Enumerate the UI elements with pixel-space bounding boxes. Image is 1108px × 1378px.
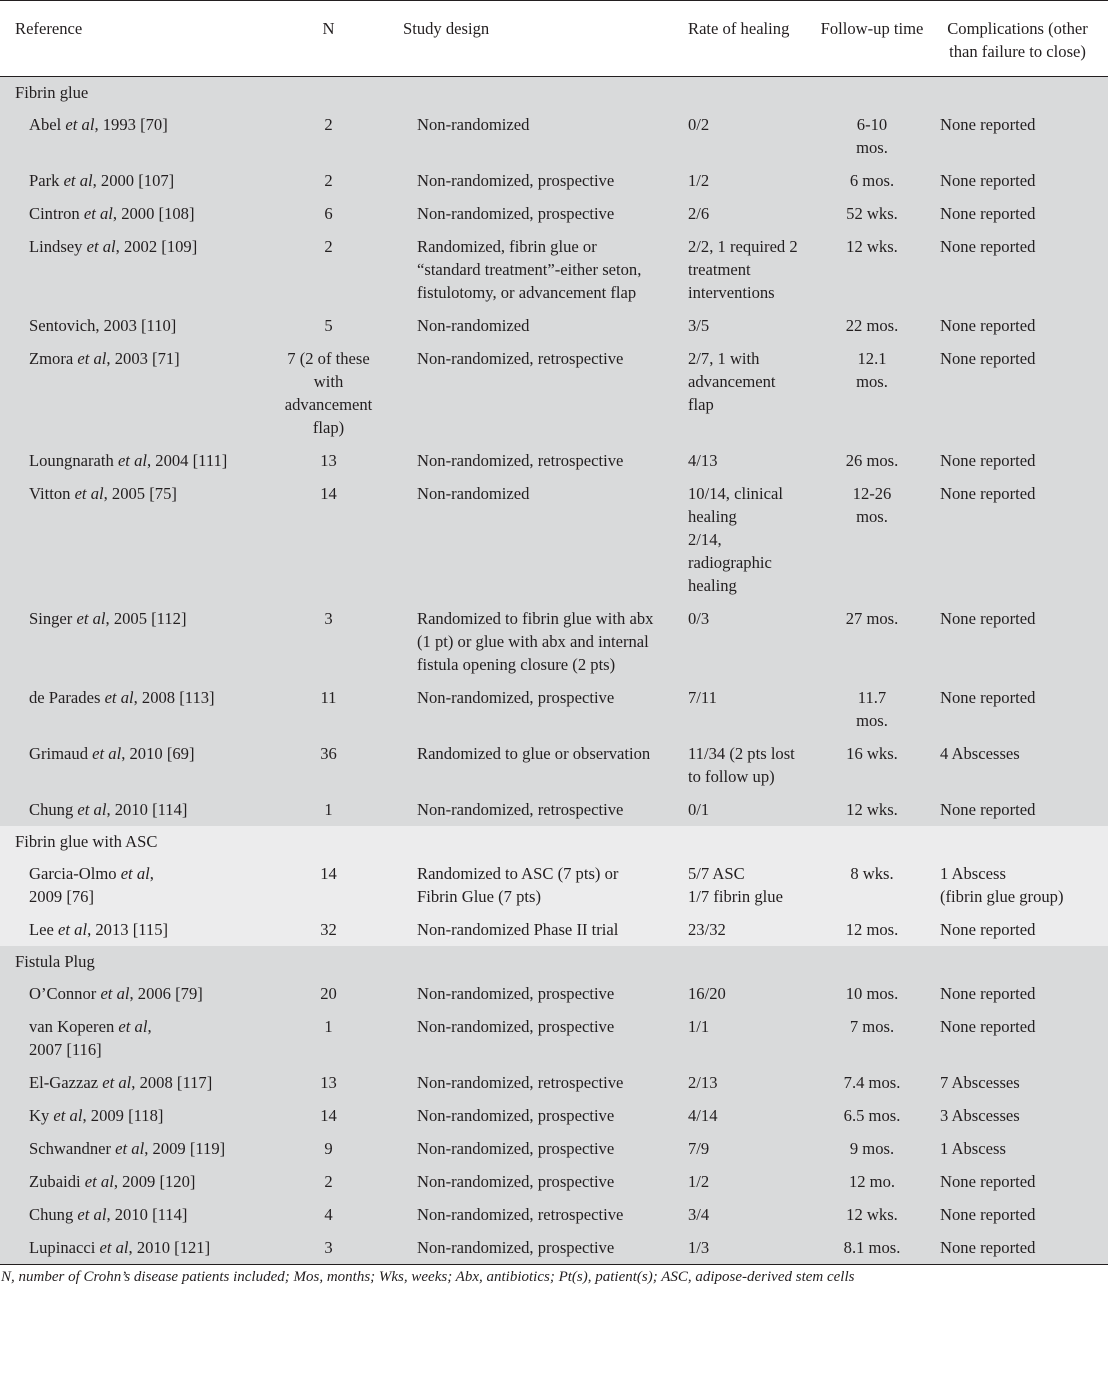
rate-of-healing-cell: 2/13 [688, 1073, 718, 1092]
reference-author: El-Gazzaz [29, 1073, 99, 1092]
header-row [0, 1, 1108, 77]
reference-et-al: et al [95, 1238, 129, 1257]
n-cell: 3 [268, 1231, 389, 1265]
rate-of-healing-cell: 1/2 [688, 171, 710, 190]
rate-of-healing-cell: 1/1 [688, 1017, 710, 1036]
reference-author: Zubaidi [29, 1172, 81, 1191]
reference-author: Singer [29, 609, 73, 628]
rate-of-healing-cell: 0/1 [688, 800, 710, 819]
table-row [0, 681, 1108, 737]
complications-cell: 1 Abscess (fibrin glue group) [940, 864, 1064, 906]
table-row [0, 857, 1108, 913]
complications-cell: None reported [940, 688, 1036, 707]
header-complications: Complications (other than failure to close) [933, 1, 1108, 77]
follow-up-cell: 7 mos. [849, 1017, 895, 1036]
reference-et-al: et al [53, 920, 88, 939]
n-cell: 32 [320, 920, 337, 939]
study-design-cell: Non-randomized [417, 316, 530, 335]
study-design-cell: Non-randomized [417, 484, 530, 503]
header-n: N [268, 1, 389, 77]
table-row [0, 342, 1108, 444]
reference-et-al: et al [73, 349, 107, 368]
rate-of-healing-cell: 16/20 [688, 984, 726, 1003]
reference-et-al: et al [73, 1205, 107, 1224]
table-row [0, 1010, 1108, 1066]
reference-author: Zmora [29, 349, 74, 368]
reference-cell [0, 1066, 268, 1099]
reference-author: Sentovich [29, 316, 96, 335]
reference-cell [0, 164, 268, 197]
table-row [0, 444, 1108, 477]
group-title: Fibrin glue [15, 83, 89, 102]
reference-author: Lee [29, 920, 54, 939]
complications-cell: 1 Abscess [940, 1139, 1006, 1158]
reference-citation: , 2000 [107] [92, 171, 175, 190]
reference-cell [0, 444, 268, 477]
n-cell: 2 [324, 237, 333, 256]
rate-of-healing-cell: 7/9 [688, 1139, 710, 1158]
study-design-cell: Non-randomized Phase II trial [417, 920, 619, 939]
follow-up-cell: 6 mos. [849, 171, 895, 190]
reference-citation: , 2004 [111] [146, 451, 228, 470]
rate-of-healing-cell: 11/34 (2 pts lost to follow up) [688, 744, 795, 786]
reference-citation: , 2010 [121] [128, 1238, 211, 1257]
study-design-cell: Non-randomized, retrospective [417, 451, 624, 470]
study-design-cell: Randomized to fibrin glue with abx (1 pt) or glue with abx and internal fistula opening closure (2 pts) [417, 609, 654, 674]
table-row [0, 309, 1108, 342]
n-cell: 14 [320, 1106, 337, 1125]
n-cell: 2 [324, 1172, 333, 1191]
table-row [0, 1099, 1108, 1132]
complications-cell: None reported [940, 237, 1036, 256]
study-design-cell: Randomized, fibrin glue or “standard treatment”-either seton, fistulotomy, or advancement flap [417, 237, 642, 302]
reference-citation: , 2010 [114] [106, 800, 188, 819]
follow-up-cell: 16 wks. [846, 744, 898, 763]
n-cell: 2 [324, 115, 333, 134]
reference-cell [0, 1132, 268, 1165]
study-design-cell: Non-randomized, prospective [417, 204, 615, 223]
reference-cell [0, 977, 268, 1010]
study-design-cell: Non-randomized, retrospective [417, 800, 624, 819]
follow-up-cell: 9 mos. [849, 1139, 895, 1158]
reference-citation: , 2010 [114] [106, 1205, 188, 1224]
table-row [0, 230, 1108, 309]
reference-cell [0, 602, 268, 681]
reference-author: Chung [29, 1205, 74, 1224]
n-cell: 9 [324, 1139, 333, 1158]
reference-author: O’Connor [29, 984, 97, 1003]
table-row [0, 108, 1108, 164]
table-row [0, 977, 1108, 1010]
reference-cell [0, 1010, 268, 1066]
reference-author: Lupinacci [29, 1238, 96, 1257]
group-header-row [0, 77, 1108, 109]
follow-up-cell: 7.4 mos. [843, 1073, 901, 1092]
reference-author: de Parades [29, 688, 101, 707]
reference-citation: , 2009 [119] [144, 1139, 226, 1158]
rate-of-healing-cell: 4/13 [688, 451, 718, 470]
group-header-row [0, 946, 1108, 977]
follow-up-cell: 6.5 mos. [843, 1106, 901, 1125]
rate-of-healing-cell: 2/2, 1 required 2 treatment interventions [688, 237, 798, 302]
reference-cell [0, 197, 268, 230]
study-design-cell: Non-randomized, retrospective [417, 349, 624, 368]
complications-cell: None reported [940, 316, 1036, 335]
rate-of-healing-cell: 0/2 [688, 115, 710, 134]
reference-citation: , 2009 [120] [113, 1172, 196, 1191]
follow-up-cell: 12 wks. [846, 237, 898, 256]
reference-citation: , 2000 [108] [112, 204, 195, 223]
reference-cell [0, 793, 268, 826]
reference-author: Vitton [29, 484, 71, 503]
reference-et-al: et al [70, 484, 104, 503]
study-design-cell: Non-randomized, prospective [417, 1172, 615, 1191]
follow-up-cell: 12.1 mos. [856, 349, 888, 391]
reference-citation: , 1993 [70] [94, 115, 168, 134]
complications-cell: None reported [940, 349, 1036, 368]
reference-et-al: et al [98, 1073, 132, 1092]
complications-cell: None reported [940, 1172, 1036, 1191]
reference-et-al: et al [72, 609, 106, 628]
follow-up-cell: 26 mos. [845, 451, 899, 470]
reference-citation: , 2007 [116] [29, 1017, 152, 1059]
complications-cell: None reported [940, 920, 1036, 939]
reference-cell [0, 1198, 268, 1231]
n-cell: 1 [324, 1017, 333, 1036]
n-cell: 3 [324, 609, 333, 628]
header-study-design: Study design [389, 1, 663, 77]
reference-et-al: et al [49, 1106, 83, 1125]
rate-of-healing-cell: 7/11 [688, 688, 717, 707]
reference-citation: , 2009 [118] [82, 1106, 164, 1125]
reference-author: van Koperen [29, 1017, 115, 1036]
reference-citation: , 2009 [76] [29, 864, 154, 906]
study-design-cell: Non-randomized [417, 115, 530, 134]
reference-citation: , 2006 [79] [129, 984, 203, 1003]
reference-cell [0, 681, 268, 737]
n-cell: 14 [320, 484, 337, 503]
follow-up-cell: 11.7 mos. [856, 688, 888, 730]
rate-of-healing-cell: 3/5 [688, 316, 710, 335]
reference-author: Abel [29, 115, 62, 134]
table-header [0, 1, 1108, 77]
reference-author: Chung [29, 800, 74, 819]
reference-et-al: et al [59, 171, 93, 190]
group-title: Fistula Plug [15, 952, 95, 971]
rate-of-healing-cell: 1/3 [663, 1231, 811, 1265]
table-body [0, 77, 1108, 1265]
follow-up-cell: 12 wks. [846, 800, 898, 819]
study-design-cell: Non-randomized, retrospective [417, 1205, 624, 1224]
reference-cell [0, 477, 268, 602]
follow-up-cell: 27 mos. [845, 609, 899, 628]
reference-cell [0, 1165, 268, 1198]
complications-cell: None reported [940, 204, 1036, 223]
reference-citation: , 2008 [113] [133, 688, 215, 707]
complications-cell: None reported [940, 984, 1036, 1003]
complications-cell: 4 Abscesses [940, 744, 1020, 763]
reference-et-al: et al [114, 1017, 148, 1036]
reference-author: Lindsey [29, 237, 83, 256]
study-design-cell: Non-randomized, prospective [417, 1017, 615, 1036]
reference-et-al: et al [113, 451, 147, 470]
reference-cell [0, 857, 268, 913]
reference-et-al: et al [88, 744, 122, 763]
complications-cell: None reported [940, 1205, 1036, 1224]
follow-up-cell: 12 mo. [848, 1172, 896, 1191]
header-rate-of-healing: Rate of healing [663, 1, 811, 77]
follow-up-cell: 12 wks. [846, 1205, 898, 1224]
rate-of-healing-cell: 3/4 [688, 1205, 710, 1224]
n-cell: 5 [324, 316, 333, 335]
reference-author: Schwandner [29, 1139, 112, 1158]
reference-citation: , 2003 [71] [106, 349, 180, 368]
table-row [0, 1231, 1108, 1265]
n-cell: 13 [320, 451, 337, 470]
study-design-cell: Non-randomized, prospective [417, 688, 615, 707]
n-cell: 4 [324, 1205, 333, 1224]
reference-citation: , 2005 [112] [105, 609, 187, 628]
follow-up-cell: 8.1 mos. [811, 1231, 933, 1265]
follow-up-cell: 22 mos. [845, 316, 899, 335]
complications-cell: None reported [940, 451, 1036, 470]
header-reference: Reference [0, 1, 268, 77]
reference-et-al: et al [80, 1172, 114, 1191]
reference-author: Ky [29, 1106, 50, 1125]
table-row [0, 913, 1108, 946]
reference-citation: , 2003 [110] [95, 316, 177, 335]
reference-et-al: et al [79, 204, 113, 223]
complications-cell: None reported [940, 800, 1036, 819]
follow-up-cell: 12-26 mos. [852, 484, 892, 526]
reference-cell [0, 342, 268, 444]
complications-cell: 3 Abscesses [940, 1106, 1020, 1125]
reference-citation: , 2010 [69] [121, 744, 195, 763]
complications-cell: 7 Abscesses [940, 1073, 1020, 1092]
study-design-cell: Non-randomized, retrospective [417, 1073, 624, 1092]
reference-et-al: et al [61, 115, 95, 134]
study-design-cell: Non-randomized, prospective [417, 984, 615, 1003]
rate-of-healing-cell: 1/2 [688, 1172, 710, 1191]
reference-citation: , 2013 [115] [87, 920, 169, 939]
complications-cell: None reported [940, 1017, 1036, 1036]
reference-citation: , 2005 [75] [103, 484, 177, 503]
n-cell: 6 [324, 204, 333, 223]
reference-cell [0, 309, 268, 342]
table-row [0, 477, 1108, 602]
reference-et-al: et al [100, 688, 134, 707]
reference-cell [0, 1099, 268, 1132]
follow-up-cell: 10 mos. [845, 984, 899, 1003]
n-cell: 7 (2 of these with advancement flap) [284, 349, 373, 437]
table-row [0, 197, 1108, 230]
complications-cell: None reported [940, 609, 1036, 628]
reference-et-al: et al [116, 864, 150, 883]
table-row [0, 164, 1108, 197]
n-cell: 11 [320, 688, 337, 707]
table-row [0, 793, 1108, 826]
reference-author: Park [29, 171, 60, 190]
group-title: Fibrin glue with ASC [15, 832, 158, 851]
study-design-cell: Randomized to glue or observation [417, 744, 651, 763]
study-design-cell: Randomized to ASC (7 pts) or Fibrin Glue (7 pts) [417, 864, 619, 906]
complications-cell: None reported [940, 171, 1036, 190]
reference-cell [0, 1231, 268, 1265]
table-row [0, 1066, 1108, 1099]
reference-citation: , 2008 [117] [131, 1073, 213, 1092]
n-cell: 20 [320, 984, 337, 1003]
group-header-row [0, 826, 1108, 857]
study-design-cell: Non-randomized, prospective [417, 171, 615, 190]
rate-of-healing-cell: 0/3 [688, 609, 710, 628]
follow-up-cell: 52 wks. [846, 204, 898, 223]
rate-of-healing-cell: 2/6 [688, 204, 710, 223]
reference-author: Cintron [29, 204, 80, 223]
n-cell: 36 [320, 744, 337, 763]
reference-cell [0, 230, 268, 309]
follow-up-cell: 12 mos. [845, 920, 899, 939]
reference-cell [0, 108, 268, 164]
n-cell: 1 [324, 800, 333, 819]
complications-cell: None reported [933, 1231, 1108, 1265]
follow-up-cell: 8 wks. [850, 864, 894, 883]
table-row [0, 602, 1108, 681]
table-row [0, 1132, 1108, 1165]
header-follow-up-time: Follow-up time [811, 1, 933, 77]
complications-cell: None reported [940, 115, 1036, 134]
table-row [0, 1165, 1108, 1198]
n-cell: 13 [320, 1073, 337, 1092]
follow-up-cell: 6-10 mos. [856, 115, 888, 157]
reference-et-al: et al [82, 237, 116, 256]
table-row [0, 1198, 1108, 1231]
rate-of-healing-cell: 4/14 [688, 1106, 718, 1125]
n-cell: 14 [320, 864, 337, 883]
rate-of-healing-cell: 2/7, 1 with advancement flap [688, 349, 776, 414]
complications-cell: None reported [940, 484, 1036, 503]
reference-author: Grimaud [29, 744, 88, 763]
reference-citation: , 2002 [109] [115, 237, 198, 256]
table-row [0, 737, 1108, 793]
reference-et-al: et al [96, 984, 130, 1003]
reference-et-al: et al [73, 800, 107, 819]
reference-cell [0, 913, 268, 946]
study-design-cell: Non-randomized, prospective [417, 1106, 615, 1125]
study-design-cell: Non-randomized, prospective [389, 1231, 663, 1265]
rate-of-healing-cell: 23/32 [688, 920, 726, 939]
reference-et-al: et al [111, 1139, 145, 1158]
n-cell: 2 [324, 171, 333, 190]
study-design-cell: Non-randomized, prospective [417, 1139, 615, 1158]
rate-of-healing-cell: 10/14, clinical healing 2/14, radiographic healing [688, 484, 783, 595]
rate-of-healing-cell: 5/7 ASC 1/7 fibrin glue [688, 864, 783, 906]
reference-author: Garcia-Olmo [29, 864, 117, 883]
table-footnote: N, number of Crohn’s disease patients included; Mos, months; Wks, weeks; Abx, antibiotics; Pt(s), patient(s); ASC, adipose-derived stem cells [1, 1269, 855, 1285]
reference-author: Loungnarath [29, 451, 114, 470]
reference-cell [0, 737, 268, 793]
